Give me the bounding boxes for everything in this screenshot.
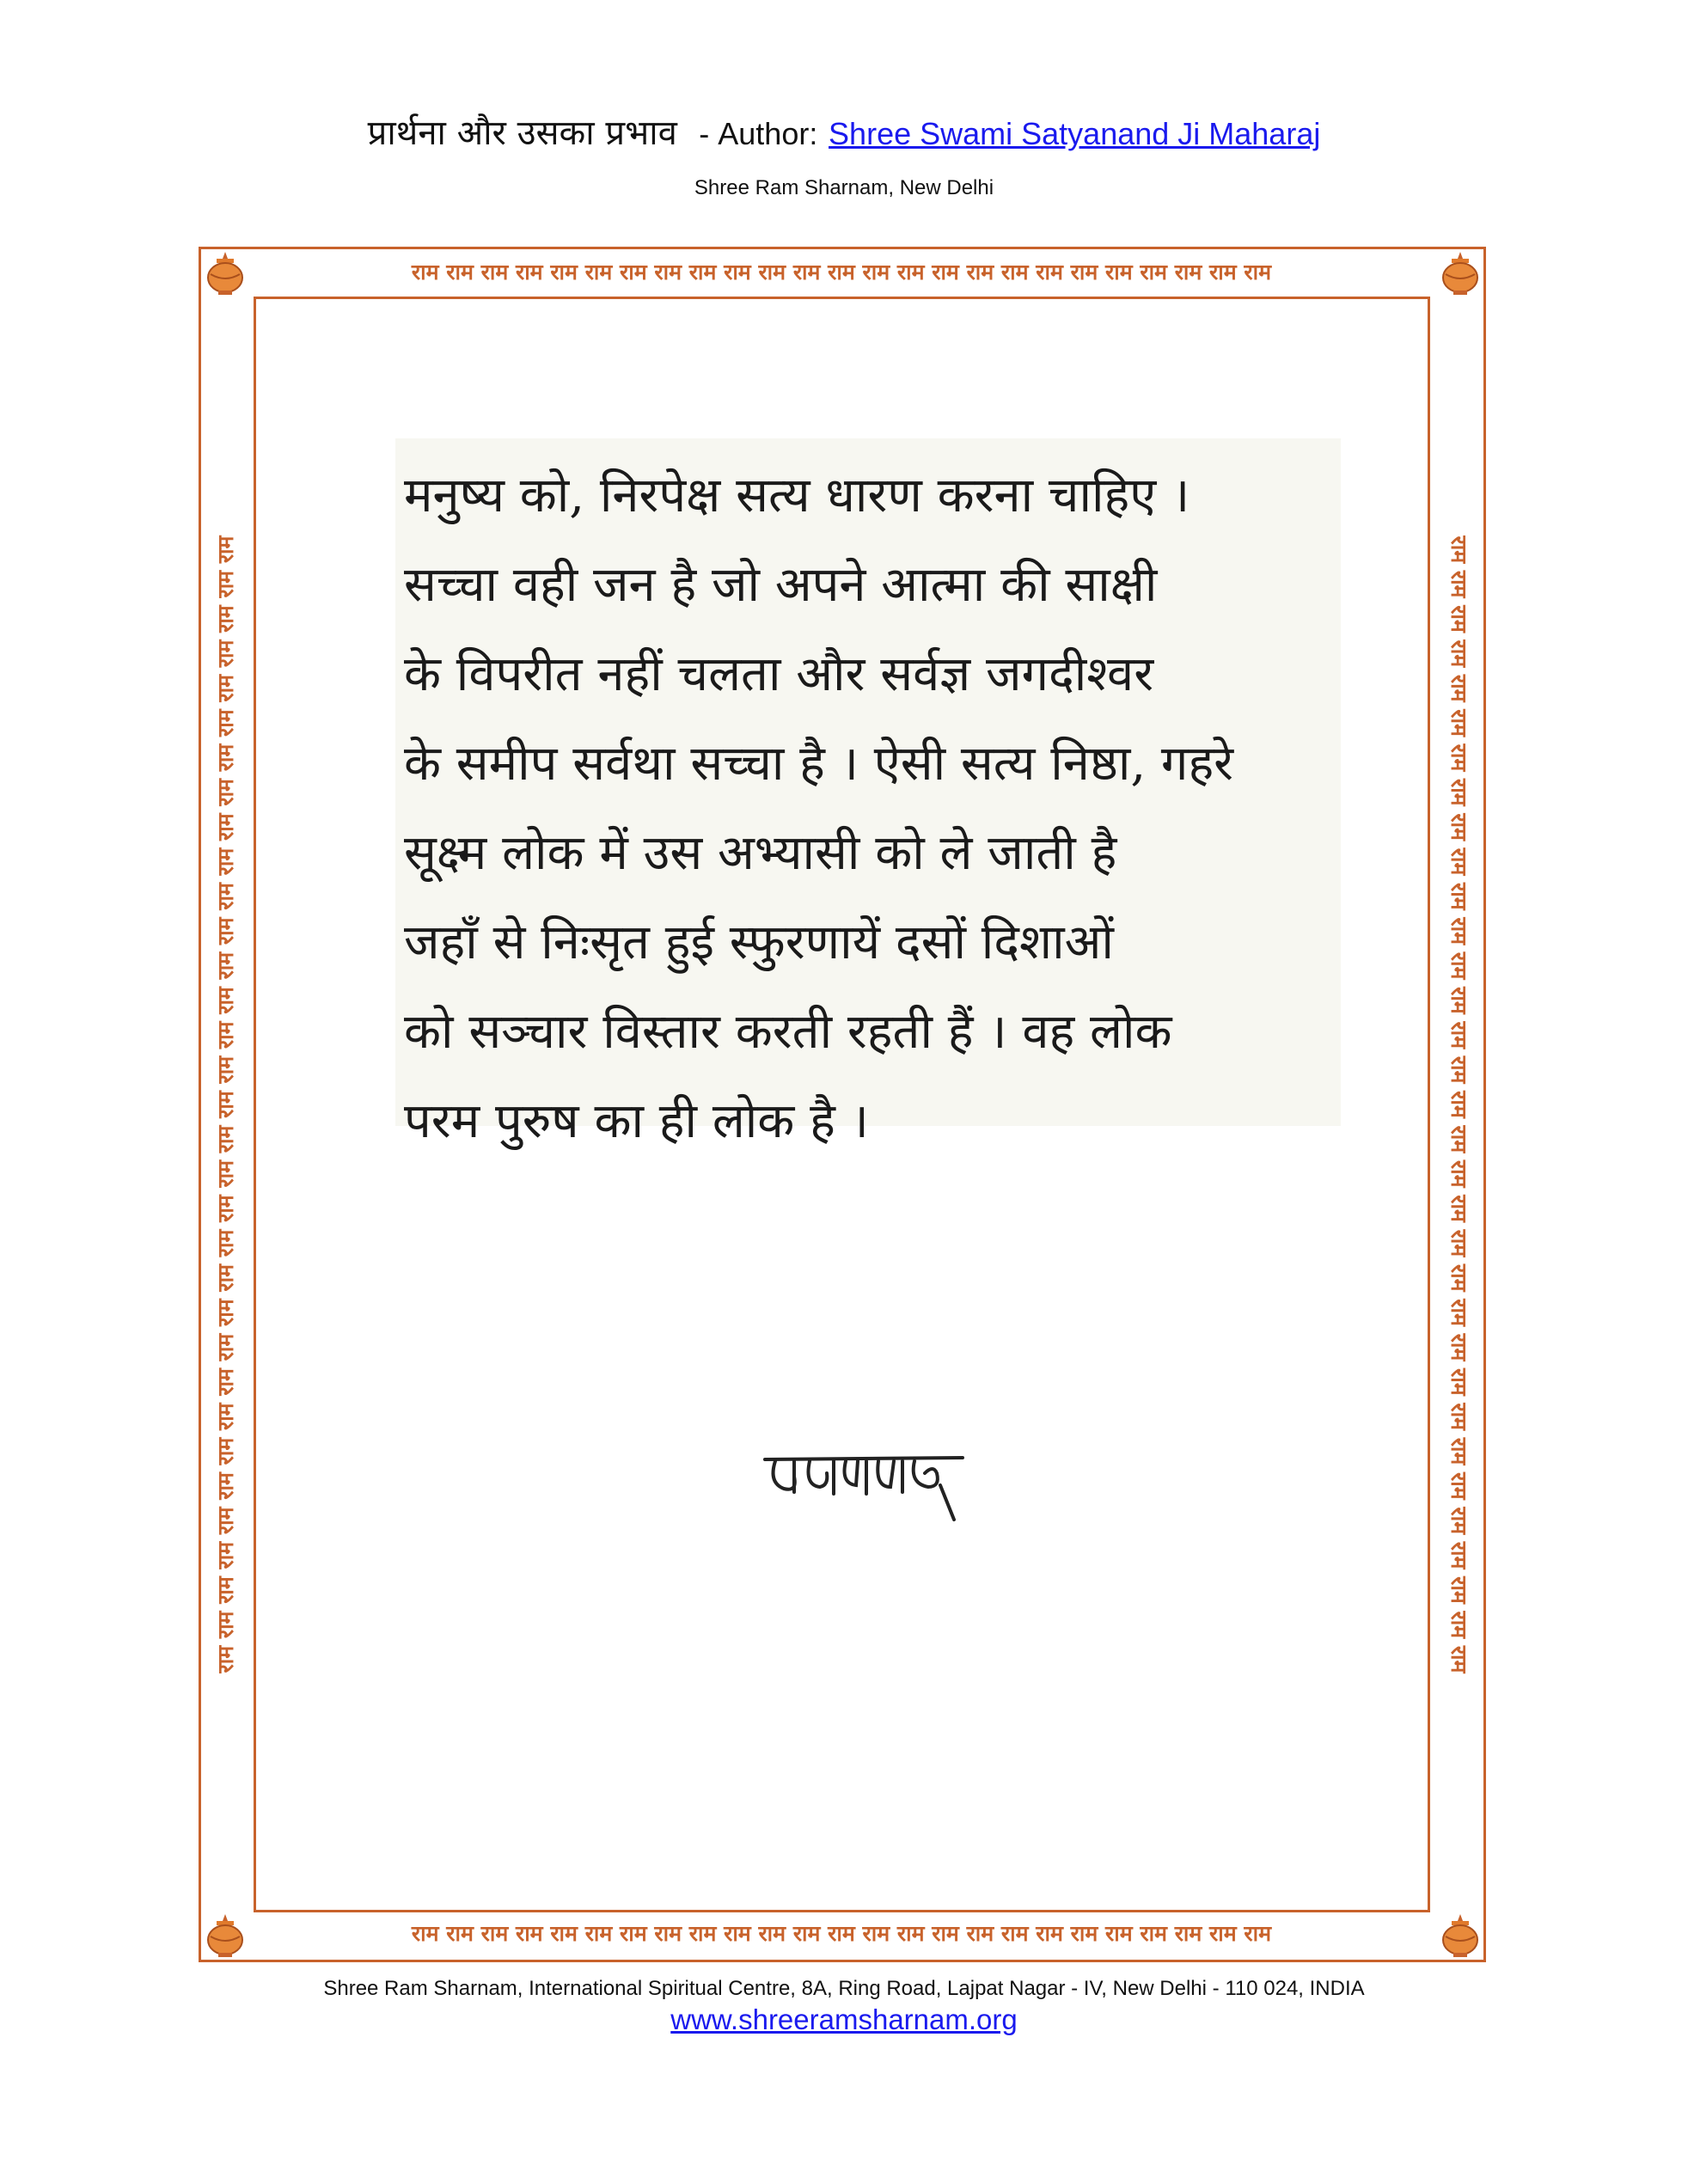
border-band-top: राम राम राम राम राम राम राम राम राम राम राम राम राम राम राम राम राम राम राम राम राम राम राम राम राम	[411, 260, 1272, 284]
kalash-icon	[1437, 248, 1483, 297]
page-header	[0, 110, 1688, 200]
verse-line: को सञ्चार विस्तार करती रहती हैं । वह लोक	[404, 1004, 1172, 1060]
verse-line: मनुष्य को, निरपेक्ष सत्य धारण करना चाहिए ।	[404, 468, 1190, 523]
verse-line: परम पुरुष का ही लोक है ।	[404, 1093, 869, 1149]
page-title: प्रार्थना और उसका प्रभाव	[367, 113, 677, 153]
verse-line: जहाँ से निःसृत हुई स्फुरणायें दसों दिशाओं	[404, 915, 1114, 970]
verse-line: सच्चा वही जन है जो अपने आत्मा की साक्षी	[404, 557, 1158, 613]
border-band-bottom: राम राम राम राम राम राम राम राम राम राम राम राम राम राम राम राम राम राम राम राम राम राम राम राम राम	[411, 1921, 1272, 1946]
border-band-left: राम राम राम राम राम राम राम राम राम राम राम राम राम राम राम राम राम राम राम राम राम राम राम राम राम राम राम राम राम राम राम राम राम	[213, 535, 238, 1673]
author-label: - Author:	[699, 116, 818, 151]
page-footer	[0, 1975, 1688, 2037]
verse-line: सूक्ष्म लोक में उस अभ्यासी को ले जाती है	[404, 825, 1117, 881]
kalash-icon	[1437, 1911, 1483, 1959]
author-link[interactable]: Shree Swami Satyanand Ji Maharaj	[829, 116, 1321, 151]
subtitle: Shree Ram Sharnam, New Delhi	[694, 176, 994, 199]
kalash-icon	[202, 248, 248, 297]
verse-line: के विपरीत नहीं चलता और सर्वज्ञ जगदीश्वर	[404, 646, 1154, 702]
signature	[756, 1435, 980, 1530]
border-band-right: राम राम राम राम राम राम राम राम राम राम राम राम राम राम राम राम राम राम राम राम राम राम राम राम राम राम राम राम राम राम राम राम राम	[1446, 535, 1471, 1673]
kalash-icon	[202, 1911, 248, 1959]
verse-line: के समीप सर्वथा सच्चा है । ऐसी सत्य निष्ठा, गहरे	[404, 736, 1234, 792]
footer-address: Shree Ram Sharnam, International Spiritual Centre, 8A, Ring Road, Lajpat Nagar - IV, New Delhi - 110 024, INDIA	[323, 1977, 1365, 2000]
verse-text	[404, 451, 1332, 1166]
title-line	[0, 110, 1688, 157]
website-link[interactable]: www.shreeramsharnam.org	[670, 2004, 1018, 2035]
